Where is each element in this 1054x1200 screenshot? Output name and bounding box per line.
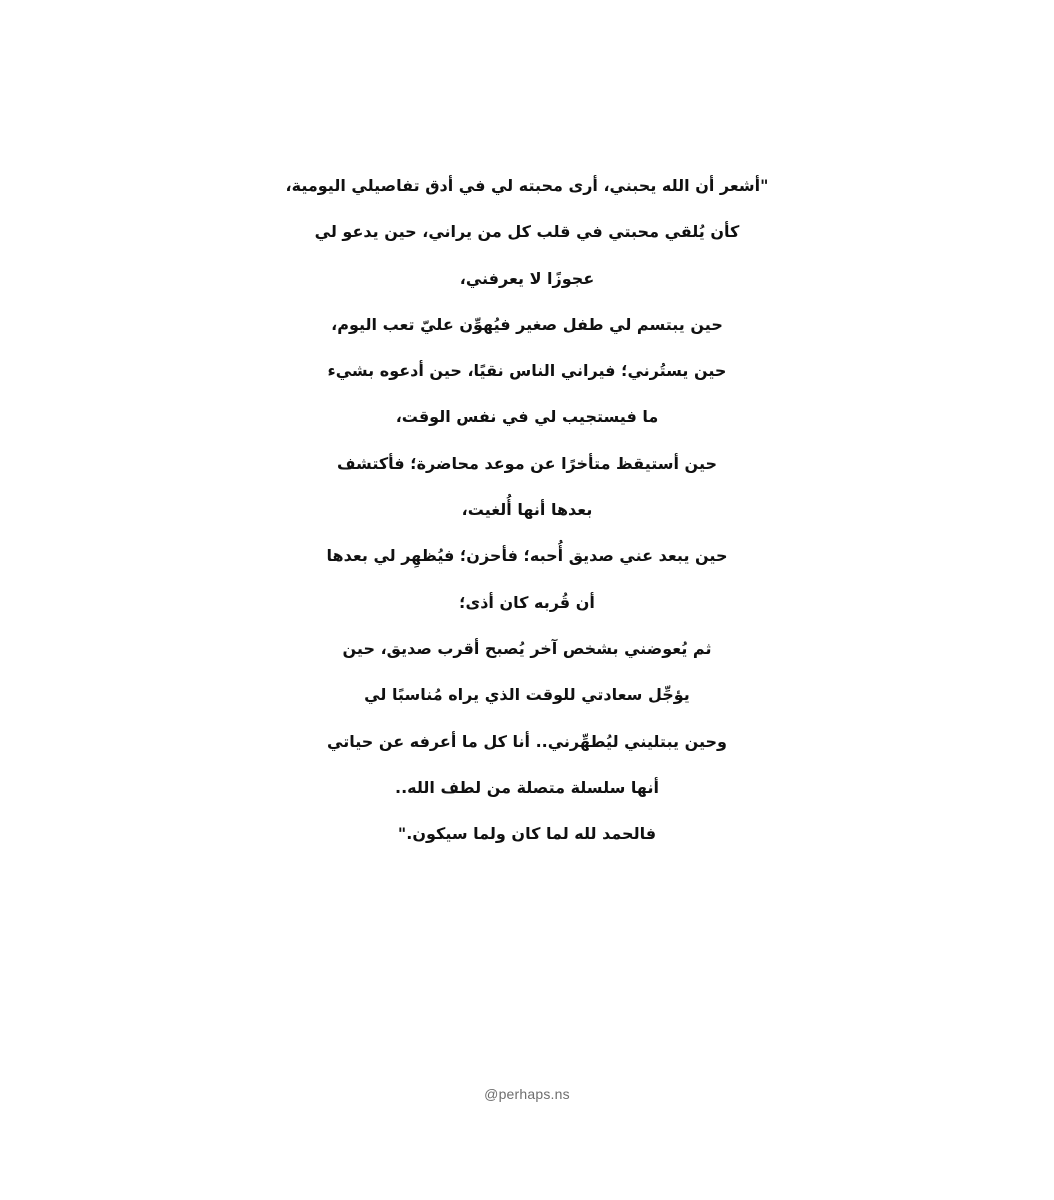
quote-line: "أشعر أن الله يحبني، أرى محبته لي في أدق تفاصيلي اليومية، <box>285 176 769 195</box>
quote-line: حين يبعد عني صديق أُحبه؛ فأحزن؛ فيُظهِر لي بعدها <box>326 546 728 566</box>
quote-line: بعدها أنها أُلغيت، <box>461 500 593 520</box>
quote-line: عجوزًا لا يعرفني، <box>459 268 595 288</box>
quote-line: ما فيستجيب لي في نفس الوقت، <box>395 407 659 427</box>
quote-line: حين يبتسم لي طفل صغير فيُهوِّن عليّ تعب اليوم، <box>331 314 723 334</box>
quote-line: وحين يبتليني ليُطهِّرني.. أنا كل ما أعرفه عن حياتي <box>327 731 727 751</box>
quote-line: فالحمد لله لما كان ولما سيكون." <box>397 824 657 844</box>
quote-text <box>0 163 1054 857</box>
quote-line: أنها سلسلة متصلة من لطف الله.. <box>395 777 659 797</box>
quote-line: يؤجِّل سعادتي للوقت الذي يراه مُناسبًا لي <box>364 685 690 705</box>
quote-line: حين يستُرني؛ فيراني الناس نقيًا، حين أدعوه بشيء <box>327 361 727 381</box>
quote-line: كأن يُلقي محبتي في قلب كل من يراني، حين يدعو لي <box>314 222 740 242</box>
quote-line: أن قُربه كان أذى؛ <box>459 592 595 612</box>
quote-line: ثم يُعوضني بشخص آخر يُصبح أقرب صديق، حين <box>342 638 712 658</box>
author-handle: @perhaps.ns <box>484 1086 570 1102</box>
quote-line: حين أستيقظ متأخرًا عن موعد محاضرة؛ فأكتشف <box>336 453 718 473</box>
